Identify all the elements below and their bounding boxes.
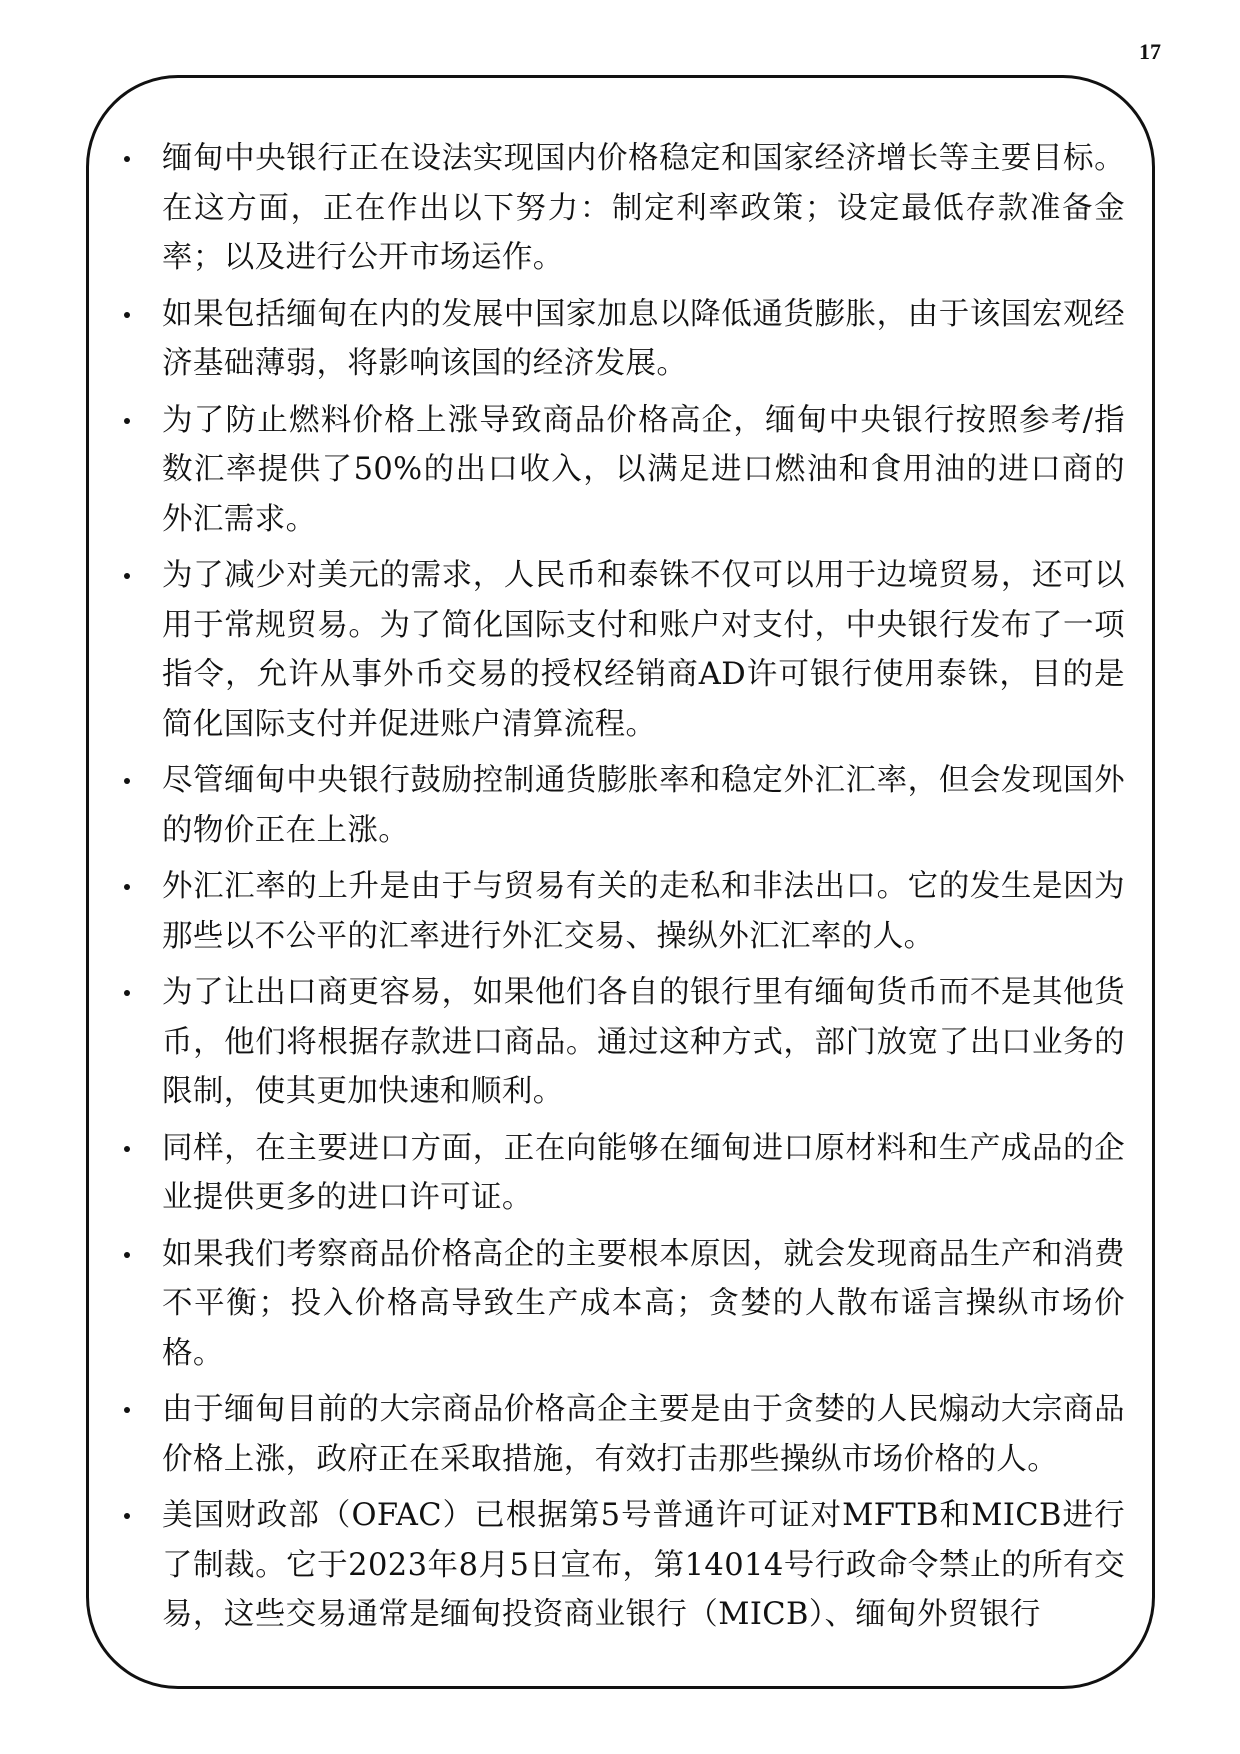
bullet-text: 为了减少对美元的需求，人民币和泰铢不仅可以用于边境贸易，还可以用于常规贸易。为了简化国际支付和账户对支付，中央银行发布了一项指令，允许从事外币交易的授权经销商AD许可银行使用泰铢，目的是简化国际支付并促进账户清算流程。 [162, 558, 1125, 742]
bullet-dot-icon [124, 990, 130, 996]
bullet-text: 尽管缅甸中央银行鼓励控制通货膨胀率和稳定外汇汇率，但会发现国外的物价正在上涨。 [162, 763, 1125, 848]
bullet-dot-icon [124, 1513, 130, 1519]
bullet-item-10 [120, 1385, 1125, 1484]
page-number: 17 [1139, 39, 1161, 64]
bullet-dot-icon [124, 573, 130, 579]
bullet-item-8 [120, 1124, 1125, 1223]
bullet-item-9 [120, 1230, 1125, 1379]
bullet-dot-icon [124, 778, 130, 784]
bullet-text: 为了防止燃料价格上涨导致商品价格高企，缅甸中央银行按照参考/指数汇率提供了50%的出口收入，以满足进口燃油和食用油的进口商的外汇需求。 [162, 402, 1125, 537]
bullet-text: 如果我们考察商品价格高企的主要根本原因，就会发现商品生产和消费不平衡；投入价格高导致生产成本高；贪婪的人散布谣言操纵市场价格。 [162, 1236, 1125, 1371]
bullet-dot-icon [124, 312, 130, 318]
bullet-item-5 [120, 756, 1125, 855]
bullet-item-11 [120, 1491, 1125, 1640]
bullet-item-7 [120, 968, 1125, 1117]
bullet-text: 外汇汇率的上升是由于与贸易有关的走私和非法出口。它的发生是因为那些以不公平的汇率进行外汇交易、操纵外汇汇率的人。 [162, 869, 1125, 954]
bullet-text: 如果包括缅甸在内的发展中国家加息以降低通货膨胀，由于该国宏观经济基础薄弱，将影响该国的经济发展。 [162, 296, 1125, 381]
bullet-dot-icon [124, 156, 130, 162]
bullet-dot-icon [124, 1146, 130, 1152]
bullet-text: 同样，在主要进口方面，正在向能够在缅甸进口原材料和生产成品的企业提供更多的进口许可证。 [162, 1130, 1125, 1215]
bullet-text: 由于缅甸目前的大宗商品价格高企主要是由于贪婪的人民煽动大宗商品价格上涨，政府正在采取措施，有效打击那些操纵市场价格的人。 [162, 1392, 1125, 1477]
bullet-text: 美国财政部（OFAC）已根据第5号普通许可证对MFTB和MICB进行了制裁。它于2023年8月5日宣布，第14014号行政命令禁止的所有交易，这些交易通常是缅甸投资商业银行（MICB）、缅甸外贸银行 [162, 1498, 1125, 1632]
bullet-item-2 [120, 290, 1125, 389]
page-content [120, 134, 1125, 1647]
bullet-item-3 [120, 396, 1125, 545]
bullet-item-6 [120, 862, 1125, 961]
bullet-dot-icon [124, 884, 130, 890]
bullet-text: 缅甸中央银行正在设法实现国内价格稳定和国家经济增长等主要目标。在这方面，正在作出以下努力：制定利率政策；设定最低存款准备金率；以及进行公开市场运作。 [162, 141, 1125, 275]
bullet-dot-icon [124, 418, 130, 424]
bullet-text: 为了让出口商更容易，如果他们各自的银行里有缅甸货币而不是其他货币，他们将根据存款进口商品。通过这种方式，部门放宽了出口业务的限制，使其更加快速和顺利。 [162, 975, 1125, 1109]
bullet-dot-icon [124, 1407, 130, 1413]
bullet-item-4 [120, 551, 1125, 749]
bullet-item-1 [120, 134, 1125, 283]
bullet-dot-icon [124, 1252, 130, 1258]
bullet-list [120, 134, 1125, 1640]
